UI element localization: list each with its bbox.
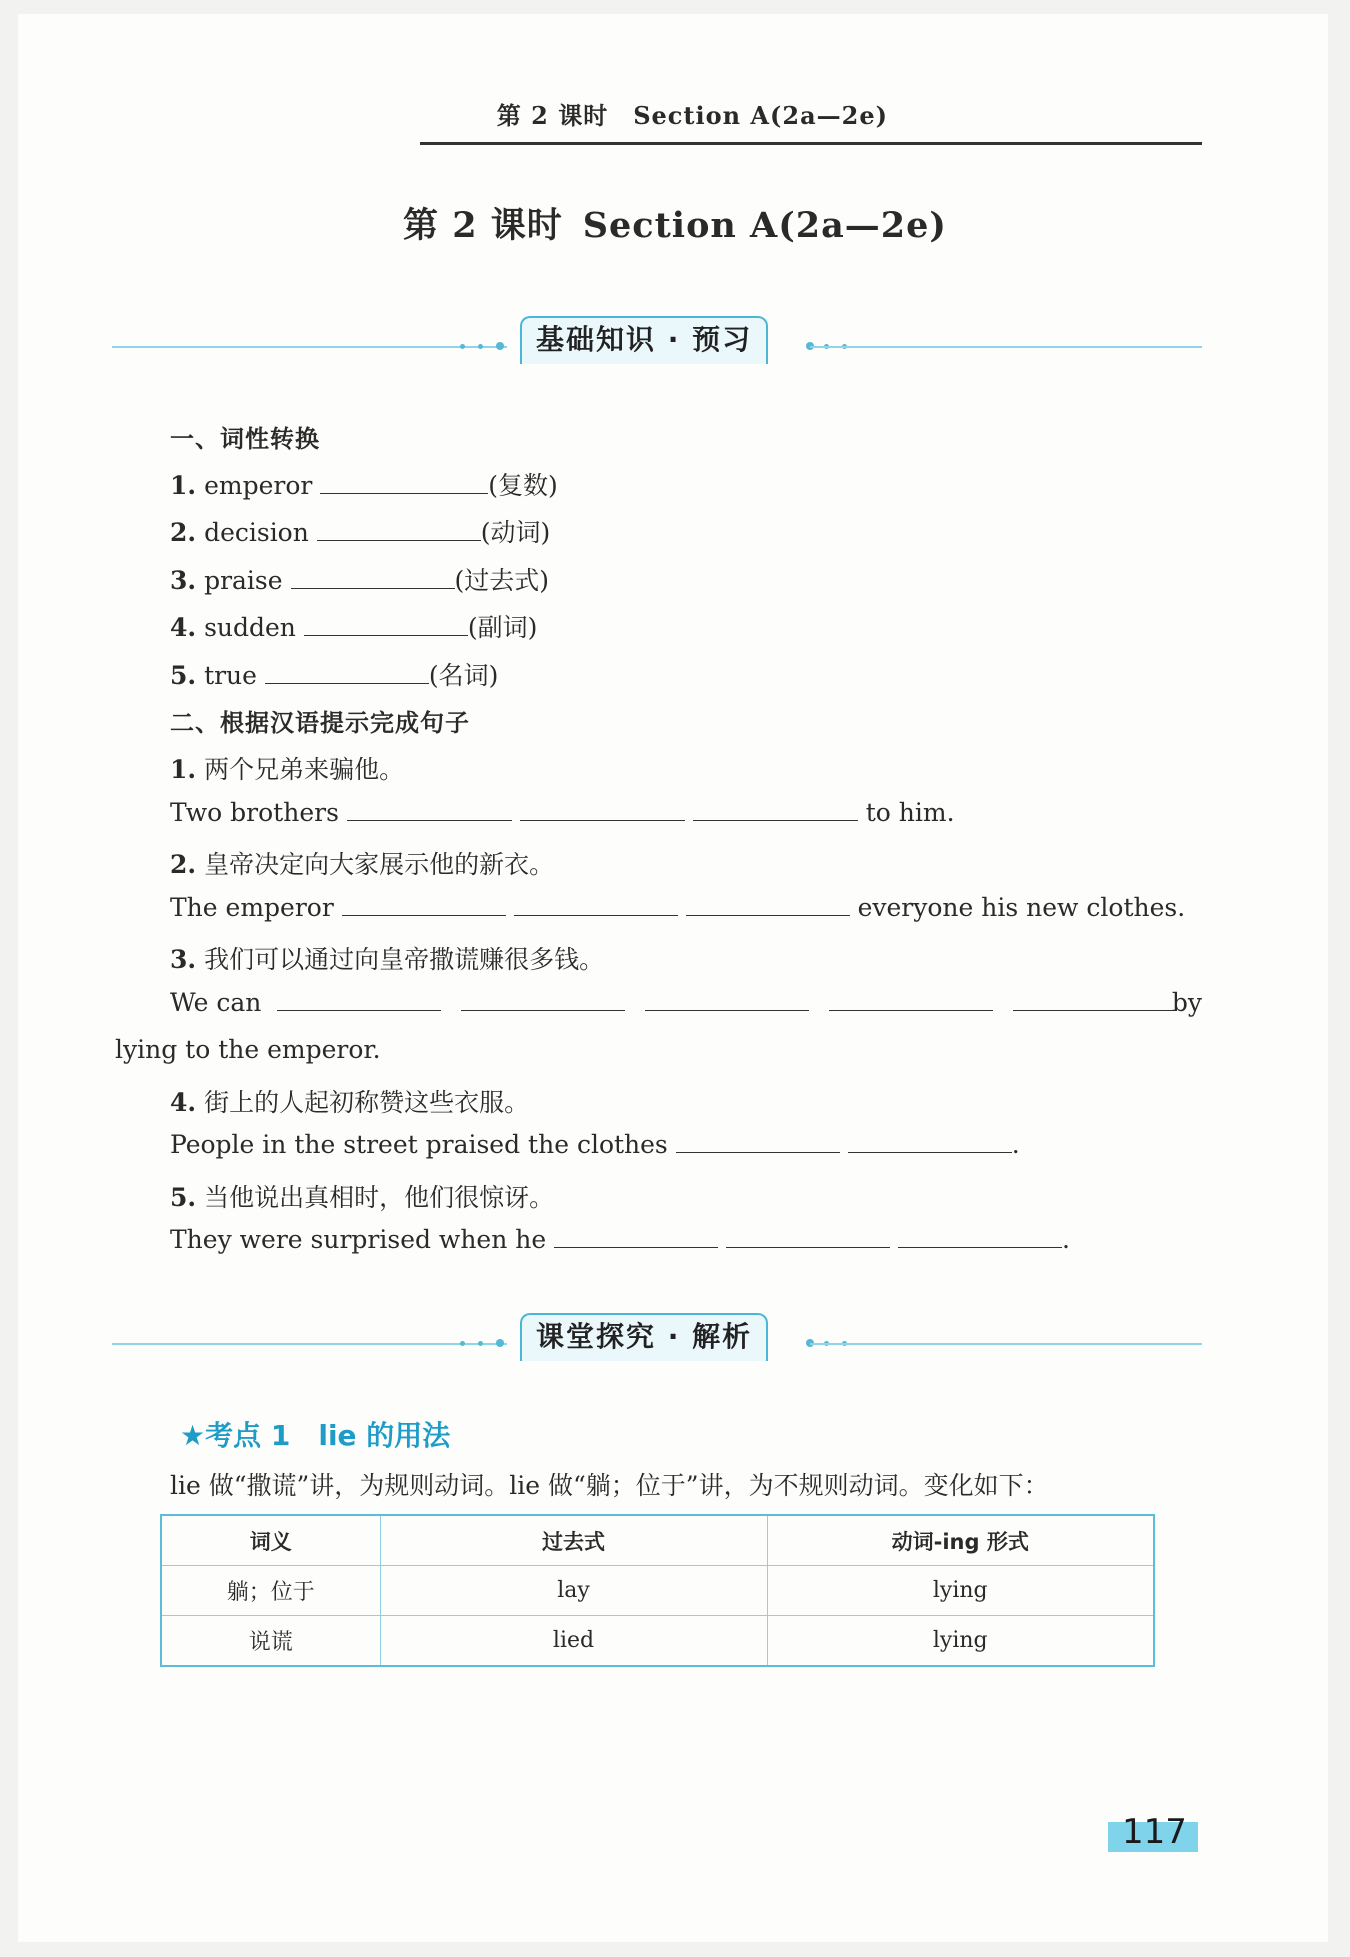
banner-basic-label: 基础知识 · 预习 <box>520 316 768 364</box>
answer-blank[interactable] <box>461 988 625 1011</box>
page-number: 117 <box>1122 1812 1187 1852</box>
kaodian-description: lie 做“撒谎”讲，为规则动词。lie 做“躺；位于”讲，为不规则动词。变化如下： <box>170 1471 1049 1500</box>
question-cn: 2. 皇帝决定向大家展示他的新衣。 <box>170 850 555 879</box>
list-item: 2. decision (动词) <box>170 518 551 547</box>
table-cell: lay <box>380 1566 767 1616</box>
list-item: 3. praise (过去式) <box>170 566 550 595</box>
answer-blank[interactable] <box>829 988 993 1011</box>
table-cell: 躺；位于 <box>161 1566 380 1616</box>
header-rule <box>420 142 1202 145</box>
question-en: Two brothers to him. <box>170 798 955 827</box>
running-header: 第 2 课时 Section A(2a—2e) <box>496 101 888 130</box>
question-cn: 5. 当他说出真相时，他们很惊讶。 <box>170 1183 555 1212</box>
question-en-cont: lying to the emperor. <box>115 1035 381 1064</box>
page-title <box>0 198 1350 248</box>
question-en: People in the street praised the clothes . <box>170 1130 1020 1159</box>
answer-blank[interactable] <box>686 893 850 916</box>
banner-explore-label: 课堂探究 · 解析 <box>520 1313 768 1361</box>
answer-blank[interactable] <box>898 1225 1062 1248</box>
list-item: 4. sudden (副词) <box>170 613 538 642</box>
table-header-cell: 过去式 <box>380 1515 767 1566</box>
question-en: We can by <box>170 988 1202 1017</box>
answer-blank[interactable] <box>848 1130 1012 1153</box>
page-number-badge <box>1108 1812 1198 1852</box>
answer-blank[interactable] <box>514 893 678 916</box>
answer-blank[interactable] <box>342 893 506 916</box>
answer-blank[interactable] <box>676 1130 840 1153</box>
answer-blank[interactable] <box>554 1225 718 1248</box>
answer-blank[interactable] <box>304 613 468 636</box>
title-lesson: 第 2 课时 <box>403 205 563 246</box>
table-cell: 说谎 <box>161 1616 380 1667</box>
answer-blank[interactable] <box>291 566 455 589</box>
title-section: Section A(2a—2e) <box>582 205 947 246</box>
answer-blank[interactable] <box>520 798 685 821</box>
star-icon: ★ <box>180 1419 206 1452</box>
table-header-row <box>161 1515 1154 1566</box>
question-en: They were surprised when he . <box>170 1225 1070 1254</box>
answer-blank[interactable] <box>1013 988 1177 1011</box>
answer-blank[interactable] <box>726 1225 890 1248</box>
table-cell: lied <box>380 1616 767 1667</box>
table-header-cell: 词义 <box>161 1515 380 1566</box>
answer-blank[interactable] <box>347 798 512 821</box>
answer-blank[interactable] <box>645 988 809 1011</box>
list-item: 5. true (名词) <box>170 661 499 690</box>
answer-blank[interactable] <box>320 471 488 494</box>
question-en: The emperor everyone his new clothes. <box>170 893 1186 922</box>
kaodian-heading: ★考点 1 lie 的用法 <box>180 1419 451 1452</box>
list-item: 1. emperor (复数) <box>170 471 558 500</box>
table-header-cell: 动词-ing 形式 <box>767 1515 1154 1566</box>
answer-blank[interactable] <box>265 661 429 684</box>
answer-blank[interactable] <box>693 798 858 821</box>
table-cell: lying <box>767 1566 1154 1616</box>
table-row <box>161 1616 1154 1667</box>
answer-blank[interactable] <box>277 988 441 1011</box>
lie-usage-table <box>160 1514 1155 1667</box>
table-row <box>161 1566 1154 1616</box>
question-cn: 3. 我们可以通过向皇帝撒谎赚很多钱。 <box>170 945 605 974</box>
question-cn: 1. 两个兄弟来骗他。 <box>170 755 405 784</box>
answer-blank[interactable] <box>317 518 481 541</box>
part2-heading: 二、根据汉语提示完成句子 <box>170 709 470 737</box>
question-cn: 4. 街上的人起初称赞这些衣服。 <box>170 1088 530 1117</box>
part1-heading: 一、词性转换 <box>170 425 320 453</box>
table-cell: lying <box>767 1616 1154 1667</box>
